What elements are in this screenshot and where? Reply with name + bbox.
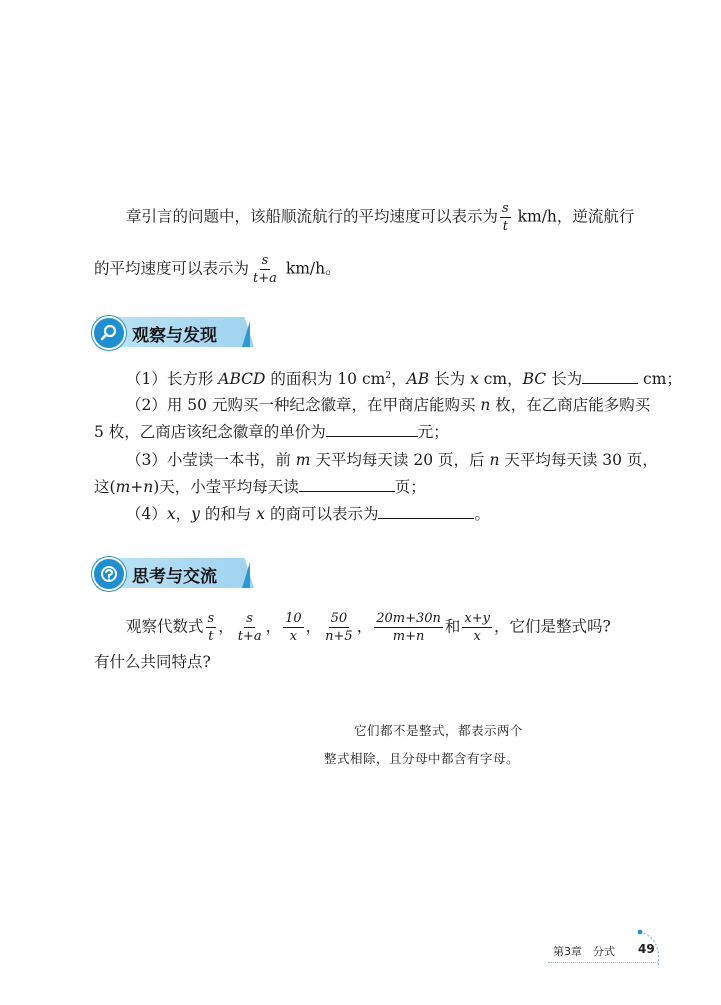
think-line-1: 观察代数式 $\frac{s}{t}$ ， $\frac{s}{t+a}$ ， $\frac{10}{x}$ ， $\frac{50}{n+5}$ ， $\frac{20m+30n}{m+n}$ 和 $\frac{x+y}{x}$ ，它们是整式吗?	[126, 611, 611, 644]
observe-item-2-line-2: 5 枚，乙商店该纪念徽章的单价为 元；	[94, 423, 449, 441]
observe-item-2-line-1: （2）用 50 元购买一种纪念徽章，在甲商店能购买 n 枚，在乙商店能多购买	[126, 396, 651, 414]
observe-item-1: （1）长方形 ABCD 的面积为 10 $cm^2$，AB 长为 x cm，BC 长为 cm；	[126, 370, 682, 389]
magnifier-icon	[92, 316, 126, 350]
fraction-4: $\frac{50}{n+5}$	[325, 611, 353, 644]
intro-line-1: 章引言的问题中，该船顺流航行的平均速度可以表示为 $\frac{s}{t}$ km/h，逆流航行	[126, 201, 635, 234]
answer-blank-2[interactable]	[326, 422, 418, 437]
page-corner-arc	[636, 928, 666, 972]
fraction-s-over-t-plus-a: $\frac{s}{t+a}$	[253, 253, 277, 286]
think-line-2: 有什么共同特点?	[94, 653, 211, 671]
think-icon	[92, 557, 126, 591]
fraction-1: $\frac{s}{t}$	[207, 611, 215, 644]
fraction-5: $\frac{20m+30n}{m+n}$	[376, 611, 441, 644]
section-title-observe: 观察与发现	[132, 326, 217, 346]
section-header-observe	[96, 317, 256, 347]
fraction-3: $\frac{10}{x}$	[285, 611, 302, 644]
answer-blank-3[interactable]	[299, 477, 395, 492]
note-line-1: 它们都不是整式，都表示两个	[354, 723, 524, 738]
fraction-s-over-t: $\frac{s}{t}$	[502, 201, 509, 234]
observe-item-3-line-2: 这(m+n)天，小莹平均每天读 页；	[94, 478, 426, 496]
intro-line-2: 的平均速度可以表示为 $\frac{s}{t+a}$ km/h。	[94, 253, 341, 286]
observe-item-4: （4）x，y 的和与 x 的商可以表示为 。	[126, 505, 490, 523]
page-number: 49	[638, 942, 655, 956]
answer-blank-1[interactable]	[582, 369, 638, 384]
footer-chapter: 第3章 分式	[553, 945, 615, 958]
fraction-2: $\frac{s}{t+a}$	[237, 611, 262, 644]
note-line-2: 整式相除，且分母中都含有字母。	[324, 751, 520, 766]
section-title-think: 思考与交流	[132, 567, 217, 587]
section-header-think	[96, 558, 256, 588]
observe-item-3-line-1: （3）小莹读一本书，前 m 天平均每天读 20 页，后 n 天平均每天读 30 页，	[126, 451, 658, 469]
answer-blank-4[interactable]	[378, 504, 474, 519]
fraction-6: $\frac{x+y}{x}$	[464, 611, 490, 644]
